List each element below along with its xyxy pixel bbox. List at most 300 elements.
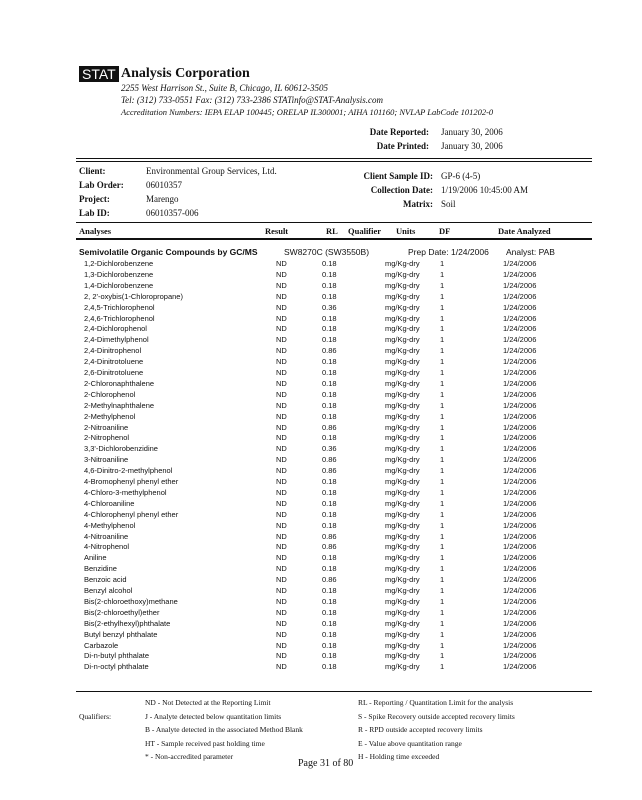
col-units: Units xyxy=(396,226,416,236)
df-value: 1 xyxy=(440,269,445,279)
date-analyzed-value: 1/24/2006 xyxy=(503,357,537,367)
rl-value: 0.86 xyxy=(322,455,337,465)
result-value: ND xyxy=(276,531,287,541)
df-value: 1 xyxy=(440,291,445,301)
compound-name: Di-n-butyl phthalate xyxy=(84,651,150,661)
units-value: mg/Kg-dry xyxy=(385,564,420,574)
rl-value: 0.86 xyxy=(322,531,337,541)
units-value: mg/Kg-dry xyxy=(385,335,420,345)
date-analyzed-value: 1/24/2006 xyxy=(503,498,537,508)
table-row xyxy=(0,412,642,423)
table-row xyxy=(0,597,642,608)
qualifier-definition: RL - Reporting / Quantitation Limit for the analysis xyxy=(358,698,514,707)
units-value: mg/Kg-dry xyxy=(385,586,420,595)
table-row xyxy=(0,368,642,379)
date-analyzed-value: 1/24/2006 xyxy=(503,346,537,356)
result-value: ND xyxy=(276,455,287,465)
compound-name: 4-Nitroaniline xyxy=(84,531,129,541)
rl-value: 0.18 xyxy=(322,357,337,367)
rl-value: 0.18 xyxy=(322,564,337,574)
table-row xyxy=(0,510,642,521)
rl-value: 0.18 xyxy=(322,433,337,443)
units-value: mg/Kg-dry xyxy=(385,400,420,410)
table-row xyxy=(0,433,642,444)
compound-name: 2,4,6-Trichlorophenol xyxy=(84,313,155,323)
df-value: 1 xyxy=(440,662,445,672)
df-value: 1 xyxy=(440,466,445,476)
units-value: mg/Kg-dry xyxy=(385,455,420,465)
df-value: 1 xyxy=(440,346,445,356)
rl-value: 0.18 xyxy=(322,607,337,617)
table-row xyxy=(0,521,642,532)
compound-name: 2,4-Dinitrotoluene xyxy=(84,357,144,367)
units-value: mg/Kg-dry xyxy=(385,477,420,486)
df-value: 1 xyxy=(440,400,445,410)
result-value: ND xyxy=(276,259,287,268)
date-reported-label: Date Reported: xyxy=(369,127,429,137)
col-df: DF xyxy=(439,226,451,236)
rl-value: 0.86 xyxy=(322,575,337,585)
table-row xyxy=(0,477,642,488)
table-row xyxy=(0,314,642,325)
df-value: 1 xyxy=(440,596,445,606)
compound-name: Benzidine xyxy=(84,564,117,574)
df-value: 1 xyxy=(440,411,445,421)
units-value: mg/Kg-dry xyxy=(385,368,420,377)
matrix-value: Soil xyxy=(441,199,456,209)
units-value: mg/Kg-dry xyxy=(385,324,420,334)
col-date-analyzed: Date Analyzed xyxy=(498,226,551,236)
result-value: ND xyxy=(276,498,287,508)
compound-name: 3-Nitroaniline xyxy=(84,455,129,465)
rl-value: 0.18 xyxy=(322,280,337,290)
accreditation: Accreditation Numbers: IEPA ELAP 100445; ORELAP IL300001; AIHA 101160; NVLAP LabCode 101202-0 xyxy=(121,107,494,117)
result-value: ND xyxy=(276,368,287,377)
compound-name: 2,4-Dichlorophenol xyxy=(84,324,147,334)
compound-name: 4-Bromophenyl phenyl ether xyxy=(84,477,179,486)
table-row xyxy=(0,630,642,641)
df-value: 1 xyxy=(440,586,445,595)
compound-name: Bis(2-chloroethoxy)methane xyxy=(84,596,178,606)
date-analyzed-value: 1/24/2006 xyxy=(503,586,537,595)
compound-name: 2-Nitroaniline xyxy=(84,422,129,432)
table-row xyxy=(0,270,642,281)
compound-name: 2-Chlorophenol xyxy=(84,389,136,399)
table-row xyxy=(0,379,642,390)
date-analyzed-value: 1/24/2006 xyxy=(503,422,537,432)
result-value: ND xyxy=(276,389,287,399)
units-value: mg/Kg-dry xyxy=(385,640,420,650)
col-analyses: Analyses xyxy=(79,226,112,236)
df-value: 1 xyxy=(440,357,445,367)
collection-date-value: 1/19/2006 10:45:00 AM xyxy=(441,185,529,195)
date-analyzed-value: 1/24/2006 xyxy=(503,509,537,519)
table-row xyxy=(0,346,642,357)
result-value: ND xyxy=(276,640,287,650)
rl-value: 0.18 xyxy=(322,389,337,399)
result-value: ND xyxy=(276,553,287,563)
units-value: mg/Kg-dry xyxy=(385,553,420,563)
date-analyzed-value: 1/24/2006 xyxy=(503,433,537,443)
date-analyzed-value: 1/24/2006 xyxy=(503,335,537,345)
date-analyzed-value: 1/24/2006 xyxy=(503,411,537,421)
df-value: 1 xyxy=(440,302,445,312)
col-result: Result xyxy=(265,226,289,236)
compound-name: 1,3-Dichlorobenzene xyxy=(84,269,154,279)
date-analyzed-value: 1/24/2006 xyxy=(503,378,537,388)
compound-name: 2,6-Dinitrotoluene xyxy=(84,368,144,377)
rl-value: 0.18 xyxy=(322,640,337,650)
df-value: 1 xyxy=(440,378,445,388)
compound-name: Carbazole xyxy=(84,640,119,650)
table-row xyxy=(0,423,642,434)
date-analyzed-value: 1/24/2006 xyxy=(503,444,537,454)
table-row xyxy=(0,259,642,270)
project-label: Project: xyxy=(79,194,110,204)
units-value: mg/Kg-dry xyxy=(385,509,420,519)
compound-name: Benzoic acid xyxy=(84,575,127,585)
client-value: Environmental Group Services, Ltd. xyxy=(146,166,277,176)
df-value: 1 xyxy=(440,444,445,454)
date-reported: January 30, 2006 xyxy=(441,127,503,137)
project-value: Marengo xyxy=(146,194,179,204)
result-value: ND xyxy=(276,433,287,443)
rl-value: 0.18 xyxy=(322,487,337,497)
date-analyzed-value: 1/24/2006 xyxy=(503,607,537,617)
table-row xyxy=(0,662,642,673)
date-analyzed-value: 1/24/2006 xyxy=(503,280,537,290)
result-value: ND xyxy=(276,269,287,279)
table-row xyxy=(0,444,642,455)
table-row xyxy=(0,292,642,303)
compound-name: 2, 2'-oxybis(1-Chloropropane) xyxy=(84,291,183,301)
df-value: 1 xyxy=(440,433,445,443)
table-row xyxy=(0,586,642,597)
table-row xyxy=(0,303,642,314)
date-analyzed-value: 1/24/2006 xyxy=(503,542,537,552)
lab-order-value: 06010357 xyxy=(146,180,182,190)
rl-value: 0.18 xyxy=(322,596,337,606)
compound-name: Aniline xyxy=(84,553,107,563)
rl-value: 0.86 xyxy=(322,466,337,476)
units-value: mg/Kg-dry xyxy=(385,498,420,508)
result-value: ND xyxy=(276,618,287,628)
compound-name: 2,4-Dimethylphenol xyxy=(84,335,149,345)
rl-value: 0.18 xyxy=(322,662,337,672)
date-analyzed-value: 1/24/2006 xyxy=(503,477,537,486)
compound-name: Butyl benzyl phthalate xyxy=(84,629,158,639)
company-name: Analysis Corporation xyxy=(121,66,250,81)
table-row xyxy=(0,575,642,586)
units-value: mg/Kg-dry xyxy=(385,259,420,268)
units-value: mg/Kg-dry xyxy=(385,269,420,279)
date-analyzed-value: 1/24/2006 xyxy=(503,596,537,606)
compound-name: Bis(2-chloroethyl)ether xyxy=(84,607,160,617)
date-analyzed-value: 1/24/2006 xyxy=(503,662,537,672)
result-value: ND xyxy=(276,596,287,606)
compound-name: Bis(2-ethylhexyl)phthalate xyxy=(84,618,171,628)
rl-value: 0.18 xyxy=(322,618,337,628)
date-analyzed-value: 1/24/2006 xyxy=(503,651,537,661)
units-value: mg/Kg-dry xyxy=(385,542,420,552)
df-value: 1 xyxy=(440,575,445,585)
result-value: ND xyxy=(276,313,287,323)
rl-value: 0.18 xyxy=(322,269,337,279)
result-value: ND xyxy=(276,280,287,290)
result-value: ND xyxy=(276,400,287,410)
rl-value: 0.18 xyxy=(322,378,337,388)
matrix-label: Matrix: xyxy=(403,199,433,209)
rl-value: 0.18 xyxy=(322,629,337,639)
result-value: ND xyxy=(276,542,287,552)
divider xyxy=(76,161,592,162)
result-value: ND xyxy=(276,422,287,432)
compound-name: 2,4,5-Trichlorophenol xyxy=(84,302,155,312)
rl-value: 0.18 xyxy=(322,498,337,508)
rl-value: 0.18 xyxy=(322,477,337,486)
lab-id-value: 06010357-006 xyxy=(146,208,199,218)
df-value: 1 xyxy=(440,455,445,465)
company-address: 2255 West Harrison St., Suite B, Chicago, IL 60612-3505 xyxy=(121,83,329,93)
date-printed-label: Date Printed: xyxy=(376,141,429,151)
compound-name: 4-Nitrophenol xyxy=(84,542,130,552)
result-value: ND xyxy=(276,607,287,617)
df-value: 1 xyxy=(440,368,445,377)
units-value: mg/Kg-dry xyxy=(385,629,420,639)
result-value: ND xyxy=(276,477,287,486)
qualifier-definition: HT - Sample received past holding time xyxy=(145,738,265,748)
df-value: 1 xyxy=(440,477,445,486)
result-value: ND xyxy=(276,629,287,639)
df-value: 1 xyxy=(440,520,445,530)
table-row xyxy=(0,641,642,652)
units-value: mg/Kg-dry xyxy=(385,596,420,606)
units-value: mg/Kg-dry xyxy=(385,607,420,617)
table-row xyxy=(0,542,642,553)
qualifier-definition: ND - Not Detected at the Reporting Limit xyxy=(145,698,271,707)
compound-name: 4-Chloroaniline xyxy=(84,498,135,508)
df-value: 1 xyxy=(440,651,445,661)
table-row xyxy=(0,532,642,543)
divider xyxy=(76,222,592,223)
compound-name: 1,2-Dichlorobenzene xyxy=(84,259,154,268)
compound-name: 2-Chloronaphthalene xyxy=(84,378,155,388)
rl-value: 0.36 xyxy=(322,302,337,312)
df-value: 1 xyxy=(440,553,445,563)
compound-name: 4-Methylphenol xyxy=(84,520,136,530)
units-value: mg/Kg-dry xyxy=(385,422,420,432)
df-value: 1 xyxy=(440,640,445,650)
table-row xyxy=(0,324,642,335)
units-value: mg/Kg-dry xyxy=(385,487,420,497)
result-value: ND xyxy=(276,586,287,595)
df-value: 1 xyxy=(440,487,445,497)
rl-value: 0.18 xyxy=(322,509,337,519)
units-value: mg/Kg-dry xyxy=(385,575,420,585)
units-value: mg/Kg-dry xyxy=(385,389,420,399)
df-value: 1 xyxy=(440,498,445,508)
date-analyzed-value: 1/24/2006 xyxy=(503,324,537,334)
table-row xyxy=(0,488,642,499)
date-analyzed-value: 1/24/2006 xyxy=(503,640,537,650)
df-value: 1 xyxy=(440,509,445,519)
rl-value: 0.86 xyxy=(322,542,337,552)
df-value: 1 xyxy=(440,259,445,268)
units-value: mg/Kg-dry xyxy=(385,291,420,301)
lab-order-label: Lab Order: xyxy=(79,180,124,190)
date-analyzed-value: 1/24/2006 xyxy=(503,618,537,628)
df-value: 1 xyxy=(440,607,445,617)
rl-value: 0.18 xyxy=(322,400,337,410)
result-value: ND xyxy=(276,335,287,345)
qualifier-definition: R - RPD outside accepted recovery limits xyxy=(358,725,483,734)
result-value: ND xyxy=(276,564,287,574)
date-analyzed-value: 1/24/2006 xyxy=(503,455,537,465)
section-analyst: Analyst: PAB xyxy=(506,247,555,257)
df-value: 1 xyxy=(440,618,445,628)
date-analyzed-value: 1/24/2006 xyxy=(503,313,537,323)
qualifier-definition: H - Holding time exceeded xyxy=(358,752,440,761)
date-analyzed-value: 1/24/2006 xyxy=(503,553,537,563)
rl-value: 0.86 xyxy=(322,346,337,356)
date-printed: January 30, 2006 xyxy=(441,141,503,151)
compound-name: 2-Methylphenol xyxy=(84,411,136,421)
result-value: ND xyxy=(276,357,287,367)
units-value: mg/Kg-dry xyxy=(385,651,420,661)
table-row xyxy=(0,553,642,564)
section-title: Semivolatile Organic Compounds by GC/MS xyxy=(79,247,258,257)
units-value: mg/Kg-dry xyxy=(385,531,420,541)
result-value: ND xyxy=(276,378,287,388)
stat-logo: STAT xyxy=(79,66,119,82)
col-qualifier: Qualifier xyxy=(348,226,382,236)
units-value: mg/Kg-dry xyxy=(385,302,420,312)
date-analyzed-value: 1/24/2006 xyxy=(503,520,537,530)
units-value: mg/Kg-dry xyxy=(385,280,420,290)
result-value: ND xyxy=(276,651,287,661)
rl-value: 0.18 xyxy=(322,291,337,301)
divider xyxy=(76,238,592,240)
rl-value: 0.18 xyxy=(322,586,337,595)
table-row xyxy=(0,335,642,346)
qualifiers-label: Qualifiers: xyxy=(79,712,112,721)
table-row xyxy=(0,608,642,619)
compound-name: 4-Chloro-3-methylphenol xyxy=(84,487,167,497)
rl-value: 0.18 xyxy=(322,553,337,563)
rl-value: 0.18 xyxy=(322,651,337,661)
lab-id-label: Lab ID: xyxy=(79,208,110,218)
units-value: mg/Kg-dry xyxy=(385,313,420,323)
table-row xyxy=(0,499,642,510)
df-value: 1 xyxy=(440,629,445,639)
table-row xyxy=(0,651,642,662)
units-value: mg/Kg-dry xyxy=(385,662,420,672)
df-value: 1 xyxy=(440,542,445,552)
result-value: ND xyxy=(276,466,287,476)
compound-name: 2-Nitrophenol xyxy=(84,433,130,443)
compound-name: 3,3'-Dichlorobenzidine xyxy=(84,444,158,454)
df-value: 1 xyxy=(440,280,445,290)
sample-id-label: Client Sample ID: xyxy=(363,171,433,181)
collection-date-label: Collection Date: xyxy=(370,185,433,195)
date-analyzed-value: 1/24/2006 xyxy=(503,291,537,301)
table-row xyxy=(0,357,642,368)
result-value: ND xyxy=(276,444,287,454)
col-rl: RL xyxy=(326,226,338,236)
rl-value: 0.18 xyxy=(322,411,337,421)
rl-value: 0.18 xyxy=(322,335,337,345)
result-value: ND xyxy=(276,520,287,530)
df-value: 1 xyxy=(440,389,445,399)
df-value: 1 xyxy=(440,313,445,323)
compound-name: 2,4-Dinitrophenol xyxy=(84,346,142,356)
date-analyzed-value: 1/24/2006 xyxy=(503,466,537,476)
date-analyzed-value: 1/24/2006 xyxy=(503,389,537,399)
section-method: SW8270C (SW3550B) xyxy=(284,247,370,257)
rl-value: 0.36 xyxy=(322,444,337,454)
rl-value: 0.18 xyxy=(322,368,337,377)
df-value: 1 xyxy=(440,531,445,541)
rl-value: 0.18 xyxy=(322,313,337,323)
result-value: ND xyxy=(276,509,287,519)
compound-name: 1,4-Dichlorobenzene xyxy=(84,280,154,290)
df-value: 1 xyxy=(440,324,445,334)
compound-name: 4,6-Dinitro-2-methylphenol xyxy=(84,466,173,476)
date-analyzed-value: 1/24/2006 xyxy=(503,629,537,639)
rl-value: 0.18 xyxy=(322,324,337,334)
date-analyzed-value: 1/24/2006 xyxy=(503,400,537,410)
rl-value: 0.18 xyxy=(322,259,337,268)
date-analyzed-value: 1/24/2006 xyxy=(503,259,537,268)
df-value: 1 xyxy=(440,335,445,345)
section-prep-date: Prep Date: 1/24/2006 xyxy=(408,247,489,257)
rl-value: 0.86 xyxy=(322,422,337,432)
units-value: mg/Kg-dry xyxy=(385,466,420,476)
qualifier-definition: * - Non-accredited parameter xyxy=(145,752,234,761)
result-value: ND xyxy=(276,291,287,301)
compound-name: 4-Chlorophenyl phenyl ether xyxy=(84,509,179,519)
client-label: Client: xyxy=(79,166,106,176)
compound-name: 2-Methylnaphthalene xyxy=(84,400,155,410)
result-value: ND xyxy=(276,302,287,312)
units-value: mg/Kg-dry xyxy=(385,346,420,356)
units-value: mg/Kg-dry xyxy=(385,618,420,628)
result-value: ND xyxy=(276,575,287,585)
units-value: mg/Kg-dry xyxy=(385,378,420,388)
qualifier-definition: E - Value above quantitation range xyxy=(358,738,462,748)
qualifier-definition: B - Analyte detected in the associated Method Blank xyxy=(145,725,303,734)
table-row xyxy=(0,564,642,575)
result-value: ND xyxy=(276,324,287,334)
divider xyxy=(76,158,592,159)
divider xyxy=(76,691,592,692)
date-analyzed-value: 1/24/2006 xyxy=(503,575,537,585)
qualifier-definition: J - Analyte detected below quantitation limits xyxy=(145,711,282,721)
df-value: 1 xyxy=(440,564,445,574)
df-value: 1 xyxy=(440,422,445,432)
result-value: ND xyxy=(276,662,287,672)
compound-name: Benzyl alcohol xyxy=(84,586,133,595)
units-value: mg/Kg-dry xyxy=(385,433,420,443)
date-analyzed-value: 1/24/2006 xyxy=(503,487,537,497)
sample-id-value: GP-6 (4-5) xyxy=(441,171,481,181)
table-row xyxy=(0,466,642,477)
units-value: mg/Kg-dry xyxy=(385,444,420,454)
result-value: ND xyxy=(276,487,287,497)
table-row xyxy=(0,401,642,412)
date-analyzed-value: 1/24/2006 xyxy=(503,368,537,377)
table-row xyxy=(0,281,642,292)
